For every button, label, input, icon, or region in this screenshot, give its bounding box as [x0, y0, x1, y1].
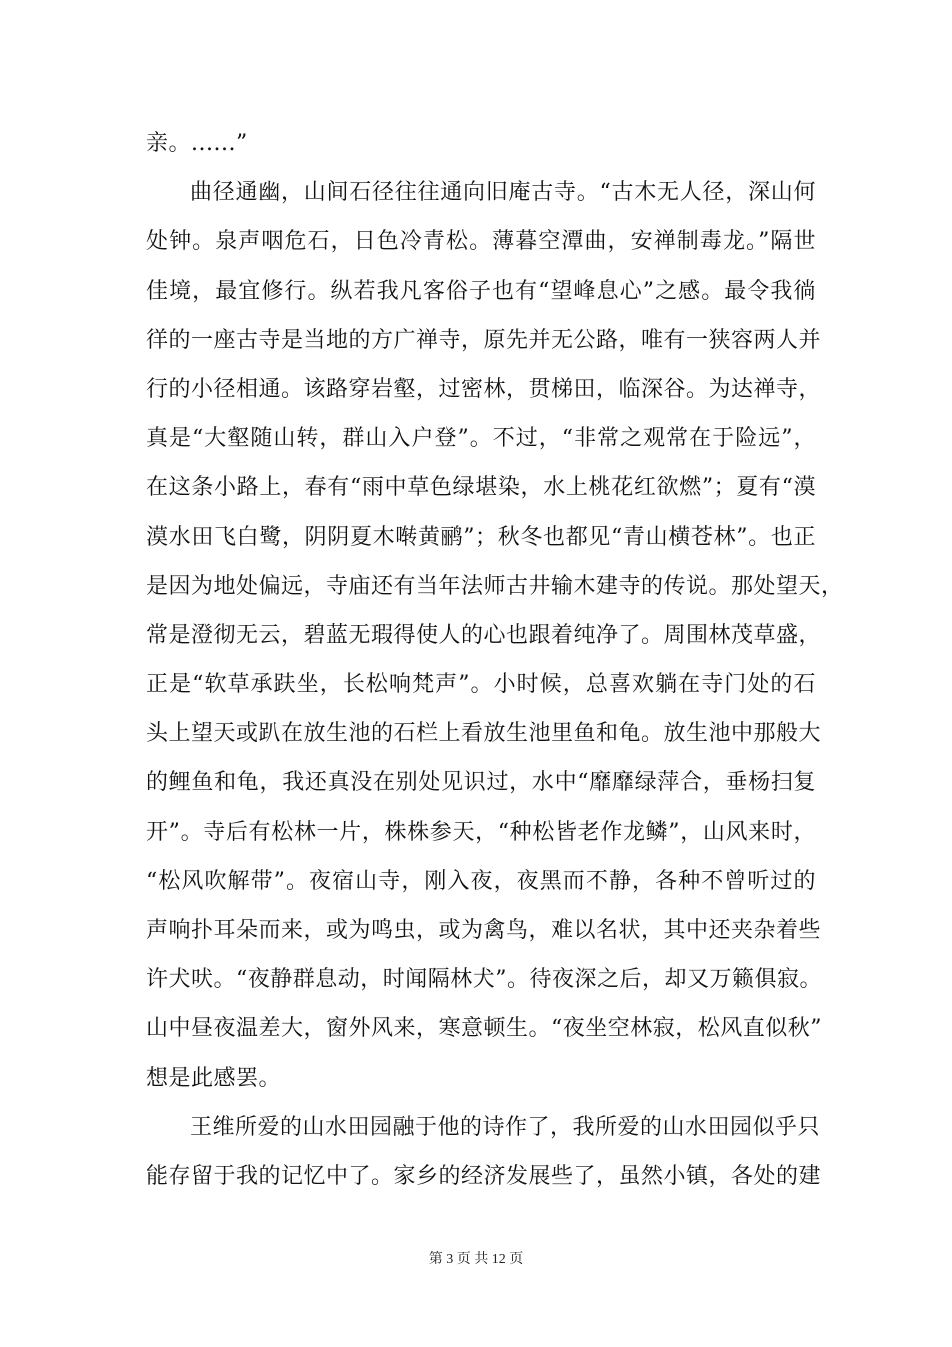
- text-line: 亲。......”: [146, 131, 248, 156]
- text-line: 的鲤鱼和龟，我还真没在别处见识过，水中“靡靡绿萍合，垂杨扫复: [146, 770, 816, 796]
- text-line: 真是“大壑随山转，群山入户登”。不过，“非常之观常在于险远”，: [146, 426, 816, 452]
- text-line: 山中昼夜温差大，窗外风来，寒意顿生。“夜坐空林寂，松风直似秋”: [146, 1016, 822, 1042]
- text-line: 许犬吠。“夜静群息动，时闻隔林犬”。待夜深之后，却又万籁俱寂。: [146, 967, 822, 993]
- text-line: 是因为地处偏远，寺庙还有当年法师古井输木建寺的传说。那处望天，: [146, 573, 844, 599]
- paragraph-start-line: 王维所爱的山水田园融于他的诗作了，我所爱的山水田园似乎只: [190, 1114, 821, 1140]
- text-line: 能存留于我的记忆中了。家乡的经济发展些了，虽然小镇，各处的建: [146, 1163, 822, 1189]
- body-text: [146, 119, 844, 1201]
- text-line: 想是此感罢。: [146, 1065, 282, 1091]
- text-line: 在这条小路上，春有“雨中草色绿堪染，水上桃花红欲燃”；夏有“漠: [146, 475, 816, 501]
- text-line: 行的小径相通。该路穿岩壑，过密林，贯梯田，临深谷。为达禅寺，: [146, 376, 822, 402]
- text-line: 声响扑耳朵而来，或为鸣虫，或为禽鸟，难以名状，其中还夹杂着些: [146, 918, 822, 943]
- text-line: 徉的一座古寺是当地的方广禅寺，原先并无公路，唯有一狭容两人并: [146, 327, 822, 353]
- text-line: “松风吹解带”。夜宿山寺，刚入夜，夜黑而不静，各种不曾听过的: [146, 868, 816, 894]
- text-line: 头上望天或趴在放生池的石栏上看放生池里鱼和龟。放生池中那般大: [146, 721, 822, 747]
- text-line: 漠水田飞白鹭，阴阴夏木啭黄鹂”；秋冬也都见“青山横苍林”。也正: [146, 524, 816, 550]
- text-line: 常是澄彻无云，碧蓝无瑕得使人的心也跟着纯净了。周围林茂草盛，: [146, 622, 822, 648]
- text-line: 处钟。泉声咽危石，日色冷青松。薄暮空潭曲，安禅制毒龙。”隔世: [146, 229, 816, 255]
- page-number-footer: 第 3 页 共 12 页: [428, 1252, 524, 1267]
- text-line: 正是“软草承趺坐，长松响梵声”。小时候，总喜欢躺在寺门处的石: [146, 672, 816, 698]
- paragraph-start-line: 曲径通幽，山间石径往往通向旧庵古寺。“古木无人径，深山何: [190, 180, 816, 206]
- text-line: 开”。寺后有松林一片，株株参天，“种松皆老作龙鳞”，山风来时，: [146, 819, 816, 845]
- text-line: 佳境，最宜修行。纵若我凡客俗子也有“望峰息心”之感。最令我徜: [146, 278, 816, 304]
